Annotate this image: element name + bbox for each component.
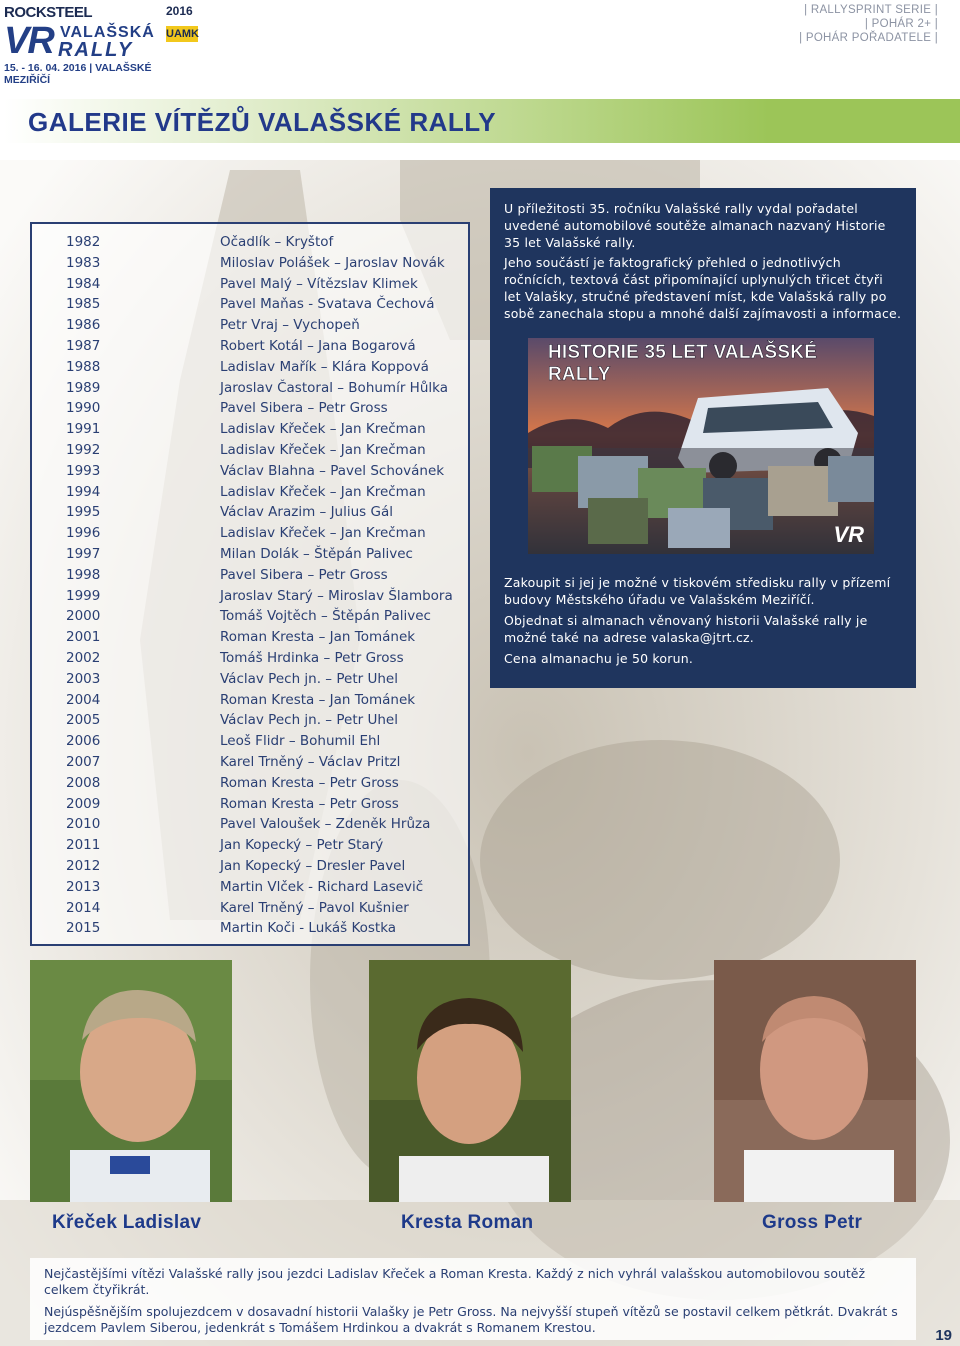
winners-table [30, 222, 470, 946]
winner-names: Martin Vlček - Richard Lasevič [220, 878, 424, 895]
winner-row [32, 504, 468, 524]
winner-year: 1987 [66, 338, 101, 354]
winner-row [32, 920, 468, 940]
winner-year: 2011 [66, 837, 101, 854]
winner-row [32, 546, 468, 566]
winner-year: 2015 [66, 920, 101, 937]
winner-row [32, 775, 468, 795]
winner-row [32, 816, 468, 836]
winner-year: 2007 [66, 754, 101, 770]
page-number: 19 [935, 1327, 952, 1344]
winner-year: 2010 [66, 816, 101, 833]
winner-row [32, 608, 468, 628]
winner-row [32, 484, 468, 504]
winner-names: Pavel Valoušek – Zdeněk Hrůza [220, 816, 431, 833]
winner-names: Ladislav Křeček – Jan Krečman [220, 525, 426, 542]
winner-row [32, 588, 468, 608]
winner-year: 2009 [66, 795, 101, 812]
winner-names: Robert Kotál – Jana Bogarová [220, 338, 416, 354]
winner-names: Pavel Sibera – Petr Gross [220, 566, 388, 583]
winner-names: Václav Pech jn. – Petr Uhel [220, 670, 398, 687]
portrait-photo [714, 960, 916, 1202]
winner-names: Leoš Flidr – Bohumil Ehl [220, 733, 381, 750]
logo-uamk: UAMK [166, 28, 199, 40]
almanac-info-box [490, 188, 916, 688]
winner-year: 1995 [66, 504, 101, 521]
winner-names: Ladislav Křeček – Jan Krečman [220, 442, 426, 458]
winner-row [32, 796, 468, 816]
portrait-caption: Křeček Ladislav [52, 1212, 202, 1233]
winner-row [32, 879, 468, 899]
summary-paragraph: Nejčastějšími vítězi Valašské rally jsou jezdci Ladislav Křeček a Roman Kresta. Každý z nich vyhrál valašskou automobilovou soutěž celkem čtyřikrát. [44, 1266, 866, 1297]
winner-year: 1986 [66, 317, 101, 334]
winner-year: 2003 [66, 670, 101, 687]
portrait-photo [369, 960, 571, 1202]
winner-names: Roman Kresta – Jan Tománek [220, 691, 416, 708]
winner-row [32, 754, 468, 774]
winner-year: 1989 [66, 379, 101, 396]
winner-year: 1983 [66, 254, 101, 271]
series-item: | RALLYSPRINT SERIE | [804, 4, 938, 16]
portrait-caption: Kresta Roman [401, 1212, 534, 1233]
summary-paragraph: Nejúspěšnějším spolujezdcem v dosavadní historii Valašky je Petr Gross. Na nejvyšší stupeň vítězů se postavil celkem pětkrát. Dvakrát s jezdcem Pavlem Siberou, jedenkrát s Tomášem Hrdinkou a dvakrát s Romanem Krestou. [44, 1304, 898, 1335]
logo-date: 15. - 16. 04. 2016 | VALAŠSKÉ MEZIŘÍČÍ [4, 62, 152, 86]
winner-names: Pavel Sibera – Petr Gross [220, 400, 388, 417]
winner-row [32, 629, 468, 649]
series-item: | POHÁR 2+ | [864, 18, 938, 30]
almanac-cover-image [528, 338, 874, 554]
winner-names: Ladislav Mařík – Klára Koppová [220, 358, 429, 375]
series-list [799, 3, 938, 45]
winner-row [32, 421, 468, 441]
winner-names: Jan Kopecký – Petr Starý [220, 837, 384, 854]
winner-year: 1992 [66, 442, 101, 458]
winner-year: 1994 [66, 483, 101, 500]
winner-names: Jan Kopecký – Dresler Pavel [220, 858, 406, 874]
winner-row [32, 276, 468, 296]
winner-names: Pavel Malý – Vítězslav Klimek [220, 275, 418, 292]
logo-vr: VR [4, 20, 53, 62]
winner-row [32, 442, 468, 462]
winner-names: Martin Koči - Lukáš Kostka [220, 920, 397, 937]
winner-row [32, 338, 468, 358]
winner-year: 1984 [66, 275, 101, 292]
winner-row [32, 317, 468, 337]
winner-row [32, 692, 468, 712]
winner-row [32, 400, 468, 420]
winner-year: 2005 [66, 712, 101, 729]
winner-year: 2001 [66, 629, 101, 646]
logo-year: 2016 [166, 4, 193, 18]
winner-year: 1999 [66, 587, 101, 604]
winner-year: 2012 [66, 858, 101, 874]
info-paragraph: U příležitosti 35. ročníku Valašské rally vydal pořadatel uvedené automobilové soutěže almanach nazvaný Historie 35 let Valašské rally. [504, 201, 886, 250]
winner-row [32, 671, 468, 691]
winner-row [32, 837, 468, 857]
winner-year: 2013 [66, 878, 101, 895]
winner-row [32, 359, 468, 379]
winner-row [32, 567, 468, 587]
info-paragraph: Zakoupit si jej je možné v tiskovém středisku rally v přízemí budovy Městského úřadu ve Valašském Meziříčí. [504, 575, 891, 607]
winner-year: 1993 [66, 462, 101, 479]
winner-names: Karel Trněný – Václav Pritzl [220, 754, 401, 770]
winner-names: Očadlík – Kryštof [220, 234, 334, 250]
winner-year: 1990 [66, 400, 101, 417]
winner-year: 2014 [66, 899, 101, 916]
winner-names: Pavel Maňas - Svatava Čechová [220, 296, 435, 313]
winner-row [32, 255, 468, 275]
portrait-caption: Gross Petr [762, 1212, 863, 1233]
winner-row [32, 234, 468, 254]
winner-year: 1997 [66, 546, 101, 562]
winner-year: 1988 [66, 358, 101, 375]
winner-names: Jaroslav Starý – Miroslav Šlambora [220, 587, 453, 604]
info-paragraph: Jeho součástí je faktografický přehled o jednotlivých ročnících, textová část připomínající uplynulých třicet čtyři let Valašky, stručné představení míst, kde Valašská rally po sobě zanechala stopu a mnohé další zajímavosti a informace. [504, 255, 902, 321]
info-paragraph: Objednat si almanach věnovaný historii Valašské rally je možné také na adrese valaska@jtrt.cz. [504, 613, 868, 645]
winner-names: Roman Kresta – Petr Gross [220, 795, 399, 812]
winner-row [32, 733, 468, 753]
winner-year: 1998 [66, 566, 101, 583]
summary-box [30, 1258, 916, 1340]
winner-names: Ladislav Křeček – Jan Krečman [220, 483, 426, 500]
winner-row [32, 525, 468, 545]
winner-row [32, 296, 468, 316]
winner-names: Tomáš Vojtěch – Štěpán Palivec [220, 608, 431, 625]
winner-names: Tomáš Hrdinka – Petr Gross [220, 650, 404, 666]
logo-name-valasska: VALAŠSKÁ [60, 24, 155, 41]
almanac-cover-logo: VR [833, 522, 864, 547]
winner-names: Ladislav Křeček – Jan Krečman [220, 421, 426, 438]
winner-row [32, 900, 468, 920]
title-bar [4, 99, 960, 143]
winner-names: Miloslav Polášek – Jaroslav Novák [220, 254, 445, 271]
winner-row [32, 463, 468, 483]
portrait-photo [30, 960, 232, 1202]
winner-year: 2008 [66, 774, 101, 791]
almanac-cover-title: HISTORIE 35 LET VALAŠSKÉ RALLY [548, 342, 818, 385]
info-paragraph: Cena almanachu je 50 korun. [504, 651, 694, 666]
winner-year: 2006 [66, 733, 101, 750]
winner-year: 2004 [66, 691, 101, 708]
logo-sponsor: ROCKSTEEL [4, 4, 93, 21]
winner-names: Petr Vraj – Vychopeň [220, 317, 360, 334]
winner-names: Václav Pech jn. – Petr Uhel [220, 712, 398, 729]
winner-names: Milan Dolák – Štěpán Palivec [220, 546, 413, 562]
winner-row [32, 380, 468, 400]
event-logo [0, 0, 200, 86]
page-title: GALERIE VÍTĚZŮ VALAŠSKÉ RALLY [28, 107, 497, 137]
winner-year: 1996 [66, 525, 101, 542]
series-item: | POHÁR POŘADATELE | [799, 32, 938, 44]
winner-names: Jaroslav Častoral – Bohumír Hůlka [220, 379, 448, 396]
winner-names: Karel Trněný – Pavol Kušnier [220, 899, 409, 916]
winner-year: 2002 [66, 650, 101, 666]
winner-year: 2000 [66, 608, 101, 625]
winner-names: Roman Kresta – Petr Gross [220, 774, 399, 791]
winner-row [32, 858, 468, 878]
winner-names: Roman Kresta – Jan Tománek [220, 629, 416, 646]
winner-names: Václav Arazim – Julius Gál [220, 504, 393, 521]
winner-names: Václav Blahna – Pavel Schovánek [220, 462, 445, 479]
winner-year: 1985 [66, 296, 101, 313]
winner-row [32, 650, 468, 670]
logo-name-rally: RALLY [58, 39, 134, 61]
winner-year: 1982 [66, 234, 101, 250]
winner-row [32, 712, 468, 732]
winner-year: 1991 [66, 421, 101, 438]
